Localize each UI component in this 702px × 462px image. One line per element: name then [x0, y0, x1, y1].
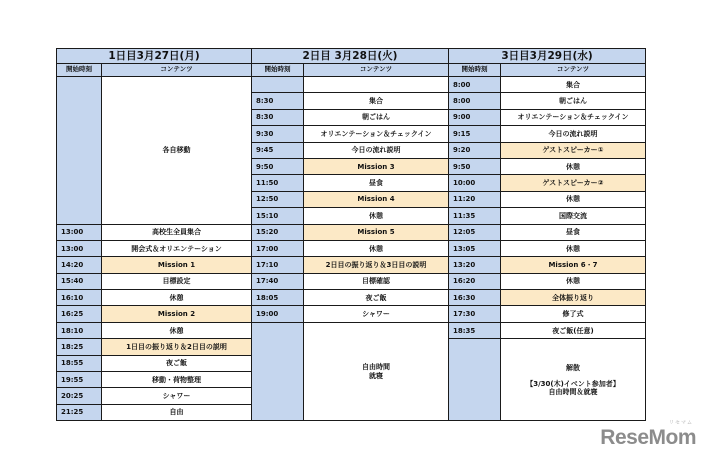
start-time: 9:15 — [449, 126, 501, 142]
schedule-item: Mission 6・7 — [501, 257, 646, 273]
start-time: 18:10 — [57, 322, 102, 338]
schedule-row — [57, 322, 646, 338]
start-time: 20:25 — [57, 388, 102, 404]
schedule-item: 移動・荷物整理 — [102, 372, 252, 388]
start-time: 10:00 — [449, 175, 501, 191]
logo-kana: リセマム — [669, 420, 693, 426]
start-time: 9:45 — [252, 142, 304, 158]
schedule-item — [304, 77, 449, 93]
schedule-item: 休憩 — [102, 290, 252, 306]
schedule-item: 昼食 — [304, 175, 449, 191]
day2-blank-time — [252, 322, 304, 420]
start-time: 18:55 — [57, 355, 102, 371]
schedule-item: 2日目の振り返り＆3日目の説明 — [304, 257, 449, 273]
start-time: 16:20 — [449, 273, 501, 289]
schedule-item: 国際交流 — [501, 208, 646, 224]
content-column-header: コンテンツ — [304, 64, 449, 77]
start-time: 17:40 — [252, 273, 304, 289]
schedule-item: 休憩 — [501, 240, 646, 256]
start-time: 13:00 — [57, 224, 102, 240]
start-time: 11:50 — [252, 175, 304, 191]
start-time: 19:55 — [57, 372, 102, 388]
schedule-item: Mission 2 — [102, 306, 252, 322]
day3-dismissal — [501, 339, 646, 421]
schedule-item: 集合 — [304, 93, 449, 109]
schedule-item: シャワー — [304, 306, 449, 322]
schedule-item: シャワー — [102, 388, 252, 404]
start-time: 21:25 — [57, 404, 102, 420]
day1-free-move: 各自移動 — [102, 77, 252, 225]
time-column-header: 開始時刻 — [57, 64, 102, 77]
day-title: 1日目3月27日(月) — [57, 49, 252, 64]
day2-free-time-line: 就寝 — [369, 371, 383, 380]
schedule-item: 集合 — [501, 77, 646, 93]
schedule-item: 1日目の振り返り＆2日目の説明 — [102, 339, 252, 355]
content-column-header: コンテンツ — [102, 64, 252, 77]
day1-blank-time — [57, 77, 102, 225]
start-time: 9:00 — [449, 109, 501, 125]
schedule-row — [57, 77, 646, 93]
schedule-item: Mission 3 — [304, 158, 449, 174]
start-time: 11:20 — [449, 191, 501, 207]
schedule-table — [56, 48, 646, 421]
start-time: 13:20 — [449, 257, 501, 273]
start-time: 9:50 — [252, 158, 304, 174]
start-time: 18:05 — [252, 290, 304, 306]
schedule-row — [57, 273, 646, 289]
start-time: 11:35 — [449, 208, 501, 224]
schedule-item: 自由 — [102, 404, 252, 420]
start-time: 16:30 — [449, 290, 501, 306]
schedule-item: ゲストスピーカー① — [501, 142, 646, 158]
start-time: 17:00 — [252, 240, 304, 256]
schedule-item: 夜ご飯 — [304, 290, 449, 306]
schedule-item: 開会式＆オリエンテーション — [102, 240, 252, 256]
schedule-item: ゲストスピーカー② — [501, 175, 646, 191]
column-header-row — [57, 64, 646, 77]
schedule-item: 高校生全員集合 — [102, 224, 252, 240]
start-time: 8:30 — [252, 109, 304, 125]
day3-blank-time — [449, 339, 501, 421]
start-time: 19:00 — [252, 306, 304, 322]
start-time: 15:10 — [252, 208, 304, 224]
start-time: 8:00 — [449, 93, 501, 109]
start-time: 17:30 — [449, 306, 501, 322]
day3-dismissal-line: 解散 — [566, 363, 580, 372]
start-time: 16:25 — [57, 306, 102, 322]
time-column-header: 開始時刻 — [449, 64, 501, 77]
schedule-item: 夜ご飯 — [102, 355, 252, 371]
schedule-item: 休憩 — [304, 208, 449, 224]
day-title: 2日目 3月28日(火) — [252, 49, 449, 64]
start-time: 17:10 — [252, 257, 304, 273]
start-time: 13:05 — [449, 240, 501, 256]
logo-wordmark: ReseMom — [600, 426, 696, 449]
schedule-item: Mission 5 — [304, 224, 449, 240]
schedule-item: Mission 4 — [304, 191, 449, 207]
schedule-item: オリエンテーション＆チェックイン — [304, 126, 449, 142]
schedule-item: 今日の流れ説明 — [501, 126, 646, 142]
start-time: 15:20 — [252, 224, 304, 240]
start-time: 18:25 — [57, 339, 102, 355]
schedule-item: 夜ご飯(任意) — [501, 322, 646, 338]
time-column-header: 開始時刻 — [252, 64, 304, 77]
start-time: 13:00 — [57, 240, 102, 256]
schedule-item: 休憩 — [304, 240, 449, 256]
day2-free-time — [304, 322, 449, 420]
start-time: 9:20 — [449, 142, 501, 158]
schedule-row — [57, 240, 646, 256]
schedule-item: 目標確認 — [304, 273, 449, 289]
schedule-row — [57, 306, 646, 322]
resemom-logo — [600, 419, 696, 450]
schedule-item: 休憩 — [501, 158, 646, 174]
schedule-row — [57, 257, 646, 273]
start-time: 15:40 — [57, 273, 102, 289]
schedule-item: 朝ごはん — [304, 109, 449, 125]
day2-free-time-line: 自由時間 — [362, 363, 390, 372]
schedule-row — [57, 290, 646, 306]
day-header-row — [57, 49, 646, 64]
day3-dismissal-line: 【3/30(木)イベント参加者】 — [526, 379, 620, 388]
day3-dismissal-line: 自由時間＆就寝 — [548, 387, 598, 396]
start-time: 9:50 — [449, 158, 501, 174]
schedule-item: 今日の流れ説明 — [304, 142, 449, 158]
start-time: 18:35 — [449, 322, 501, 338]
schedule-item: 朝ごはん — [501, 93, 646, 109]
start-time — [252, 77, 304, 93]
schedule-item: 修了式 — [501, 306, 646, 322]
schedule-item: オリエンテーション＆チェックイン — [501, 109, 646, 125]
content-column-header: コンテンツ — [501, 64, 646, 77]
schedule-item: 休憩 — [102, 322, 252, 338]
schedule-item: 全体振り返り — [501, 290, 646, 306]
start-time: 8:30 — [252, 93, 304, 109]
start-time: 9:30 — [252, 126, 304, 142]
start-time: 14:20 — [57, 257, 102, 273]
schedule-item: Mission 1 — [102, 257, 252, 273]
schedule-row — [57, 224, 646, 240]
start-time: 12:05 — [449, 224, 501, 240]
schedule-item: 目標設定 — [102, 273, 252, 289]
start-time: 16:10 — [57, 290, 102, 306]
schedule-item: 昼食 — [501, 224, 646, 240]
start-time: 8:00 — [449, 77, 501, 93]
start-time: 12:50 — [252, 191, 304, 207]
schedule-item: 休憩 — [501, 191, 646, 207]
day-title: 3日目3月29日(水) — [449, 49, 646, 64]
schedule-item: 休憩 — [501, 273, 646, 289]
